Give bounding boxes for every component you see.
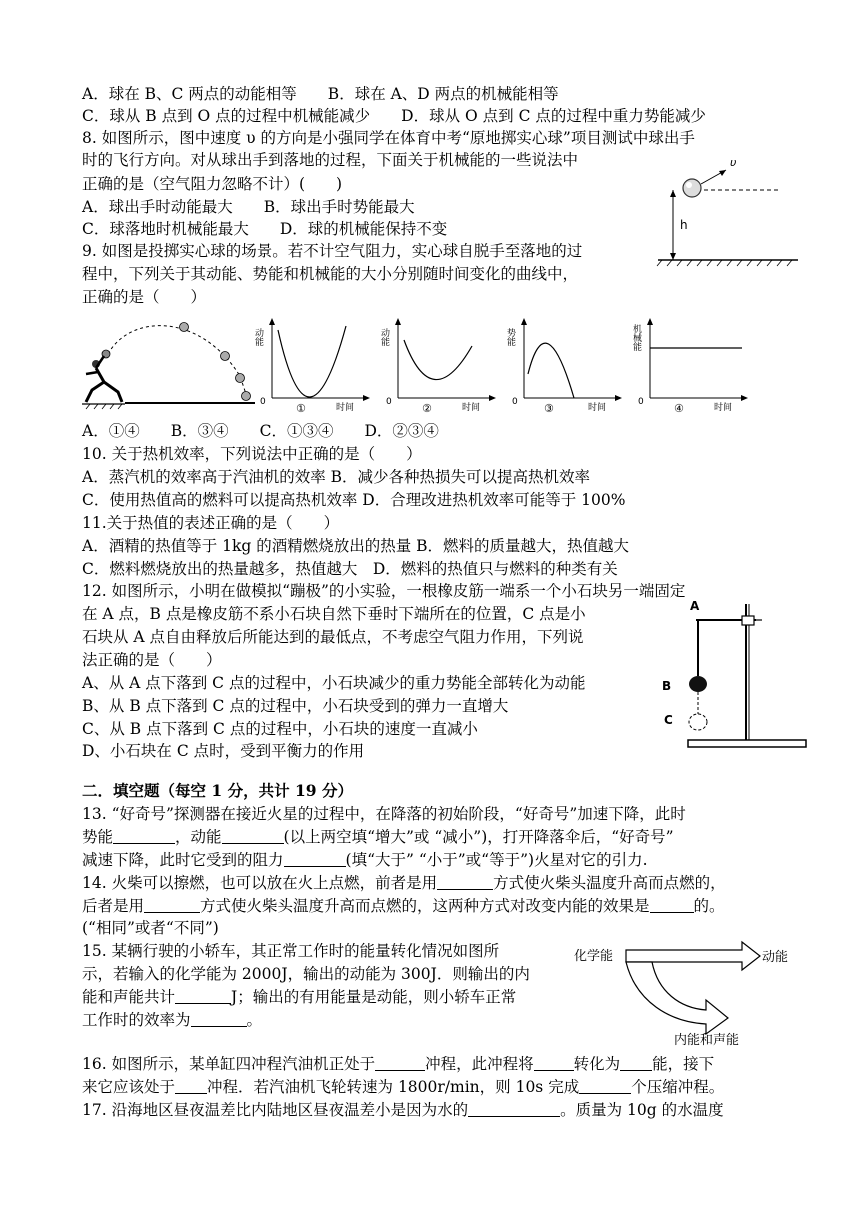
- svg-text:时间: 时间: [714, 403, 733, 413]
- q16-blank-4[interactable]: [175, 1077, 207, 1094]
- chemical-energy-label: 化学能: [574, 949, 614, 964]
- q17-blank-1[interactable]: [468, 1100, 560, 1117]
- q17-line1: 17. 沿海地区昼夜温差比内陆地区昼夜温差小是因为水的 。质量为 10g 的水温度: [82, 1101, 724, 1119]
- q9-stem-line2: 程中，下列关于其动能、势能和机械能的大小分别随时间变化的曲线中，: [82, 265, 579, 283]
- q10-stem: 10. 关于热机效率，下列说法中正确的是（ ）: [82, 445, 422, 463]
- q10-options-ab: A．蒸汽机的效率高于汽油机的效率 B．减少各种热损失可以提高热机效率: [82, 468, 591, 486]
- q9-graph-1: [253, 316, 376, 416]
- q13-blank-3[interactable]: [284, 850, 346, 867]
- q14-line2: 后者是用 方式使火柴头温度升高而点燃的，这两种方式对改变内能的效果是 的。: [82, 897, 725, 915]
- height-label: h: [680, 218, 688, 232]
- q11-options-cd: C．燃料燃烧放出的热量越多，热值越大 D．燃料的热值只与燃料的种类有关: [82, 560, 618, 578]
- q8-stem-line1: 8. 如图所示，图中速度 υ 的方向是小强同学在体育中考“原地掷实心球”项目测试中球出手: [82, 129, 695, 147]
- svg-text:④: ④: [674, 402, 684, 415]
- svg-text:动能: 动能: [379, 328, 389, 346]
- q9-graph-3: [505, 316, 628, 416]
- q16-line2: 来它应该处于 冲程．若汽油机飞轮转速为 1800r/min，则 10s 完成 个压缩冲程。: [82, 1078, 725, 1096]
- q14-line1: 14. 火柴可以擦燃，也可以放在火上点燃，前者是用 方式使火柴头温度升高而点燃的，: [82, 874, 726, 892]
- svg-text:时间: 时间: [336, 403, 355, 413]
- q8-throw-figure: [648, 152, 798, 267]
- q15-line4: 工作时的效率为 。: [82, 1011, 263, 1029]
- svg-text:时间: 时间: [462, 403, 481, 413]
- q10-options-cd: C．使用热值高的燃料可以提高热机效率 D．合理改进热机效率可能等于 100%: [82, 491, 626, 509]
- q9-thrower-figure: [80, 316, 260, 412]
- q16-blank-5[interactable]: [579, 1077, 631, 1094]
- point-c-label: C: [664, 713, 673, 727]
- q12-option-d: D、小石块在 C 点时，受到平衡力的作用: [82, 742, 365, 760]
- q15-energy-flow-figure: [574, 938, 794, 1048]
- q12-stem-line2: 在 A 点，B 点是橡皮筋不系小石块自然下垂时下端所在的位置，C 点是小: [82, 605, 586, 623]
- q9-options: A．①④ B．③④ C．①③④ D．②③④: [82, 422, 439, 440]
- q15-blank-2[interactable]: [191, 1010, 247, 1027]
- svg-text:③: ③: [544, 402, 554, 415]
- q9-stem-line3: 正确的是（ ）: [82, 288, 207, 306]
- svg-text:0: 0: [512, 397, 518, 407]
- svg-text:势能: 势能: [505, 328, 515, 346]
- q12-option-a: A、从 A 点下落到 C 点的过程中，小石块减少的重力势能全部转化为动能: [82, 674, 586, 692]
- point-b-label: B: [662, 679, 672, 693]
- velocity-label: υ: [730, 156, 737, 169]
- q13-line2: 势能 ，动能 (以上两空填“增大”或 “减小”)，打开降落伞后，“好奇号”: [82, 828, 674, 846]
- q12-option-b: B、从 B 点下落到 C 点的过程中，小石块受到的弹力一直增大: [82, 697, 509, 715]
- svg-text:②: ②: [422, 402, 432, 415]
- svg-text:0: 0: [386, 397, 392, 407]
- svg-text:0: 0: [638, 397, 644, 407]
- q15-blank-1[interactable]: [175, 987, 231, 1004]
- q15-line3: 能和声能共计 J；输出的有用能量是动能，则小轿车正常: [82, 988, 517, 1006]
- q12-option-c: C、从 B 点下落到 C 点的过程中，小石块的速度一直减小: [82, 720, 478, 738]
- svg-text:机械能: 机械能: [631, 324, 641, 351]
- svg-text:0: 0: [260, 397, 266, 407]
- q13-line3: 减速下降，此时它受到的阻力 (填“大于” “小于”或“等于”)火星对它的引力.: [82, 851, 648, 869]
- q8-options-cd: C．球落地时机械能最大 D．球的机械能保持不变: [82, 220, 448, 238]
- q9-stem-line1: 9. 如图是投掷实心球的场景。若不计空气阻力，实心球自脱手至落地的过: [82, 242, 583, 260]
- svg-text:①: ①: [296, 402, 306, 415]
- q7-options-cd: C．球从 B 点到 O 点的过程中机械能减少 D．球从 O 点到 C 点的过程中重力势能减少: [82, 107, 706, 125]
- q14-blank-3[interactable]: [650, 896, 694, 913]
- q9-graph-4: [631, 316, 754, 416]
- q8-stem-line3: 正确的是（空气阻力忽略不计）( ): [82, 175, 343, 193]
- q7-options-ab: A．球在 B、C 两点的动能相等 B．球在 A、D 两点的机械能相等: [82, 85, 559, 103]
- q8-stem-line2: 时的飞行方向。对从球出手到落地的过程，下面关于机械能的一些说法中: [82, 151, 579, 169]
- q14-blank-1[interactable]: [437, 873, 493, 890]
- q11-stem: 11.关于热值的表述正确的是（ ）: [82, 514, 340, 532]
- q11-options-ab: A．酒精的热值等于 1kg 的酒精燃烧放出的热量 B．燃料的质量越大，热值越大: [82, 537, 630, 555]
- q16-blank-3[interactable]: [620, 1054, 652, 1071]
- q15-line2: 示，若输入的化学能为 2000J，输出的动能为 300J．则输出的内: [82, 965, 530, 983]
- q16-blank-1[interactable]: [375, 1054, 425, 1071]
- q12-stem-line4: 法正确的是（ ）: [82, 651, 222, 669]
- q9-graph-2: [379, 316, 502, 416]
- q12-stem-line1: 12. 如图所示，小明在做模拟“蹦极”的小实验，一根橡皮筋一端系一个小石块另一端固定: [82, 582, 686, 600]
- q12-bungee-figure: [658, 598, 808, 753]
- section2-title: 二．填空题（每空 1 分，共计 19 分）: [82, 781, 353, 800]
- svg-text:时间: 时间: [588, 403, 607, 413]
- q14-blank-2[interactable]: [144, 896, 200, 913]
- q13-line1: 13. “好奇号”探测器在接近火星的过程中，在降落的初始阶段，“好奇号”加速下降，此时: [82, 805, 686, 823]
- q16-line1: 16. 如图所示，某单缸四冲程汽油机正处于 冲程，此冲程将 转化为 能，接下: [82, 1055, 715, 1073]
- kinetic-energy-label: 动能: [762, 950, 789, 965]
- q8-options-ab: A．球出手时动能最大 B．球出手时势能最大: [82, 198, 415, 216]
- q15-line1: 15. 某辆行驶的小轿车，其正常工作时的能量转化情况如图所: [82, 942, 500, 960]
- svg-text:动能: 动能: [253, 328, 263, 346]
- q12-stem-line3: 石块从 A 点自由释放后所能达到的最低点，不考虑空气阻力作用，下列说: [82, 628, 584, 646]
- q16-blank-2[interactable]: [534, 1054, 574, 1071]
- q13-blank-1[interactable]: [113, 827, 175, 844]
- q14-line3: (“相同”或者“不同”): [82, 919, 219, 937]
- q13-blank-2[interactable]: [222, 827, 284, 844]
- point-a-label: A: [690, 599, 700, 613]
- internal-sound-energy-label: 内能和声能: [674, 1033, 740, 1048]
